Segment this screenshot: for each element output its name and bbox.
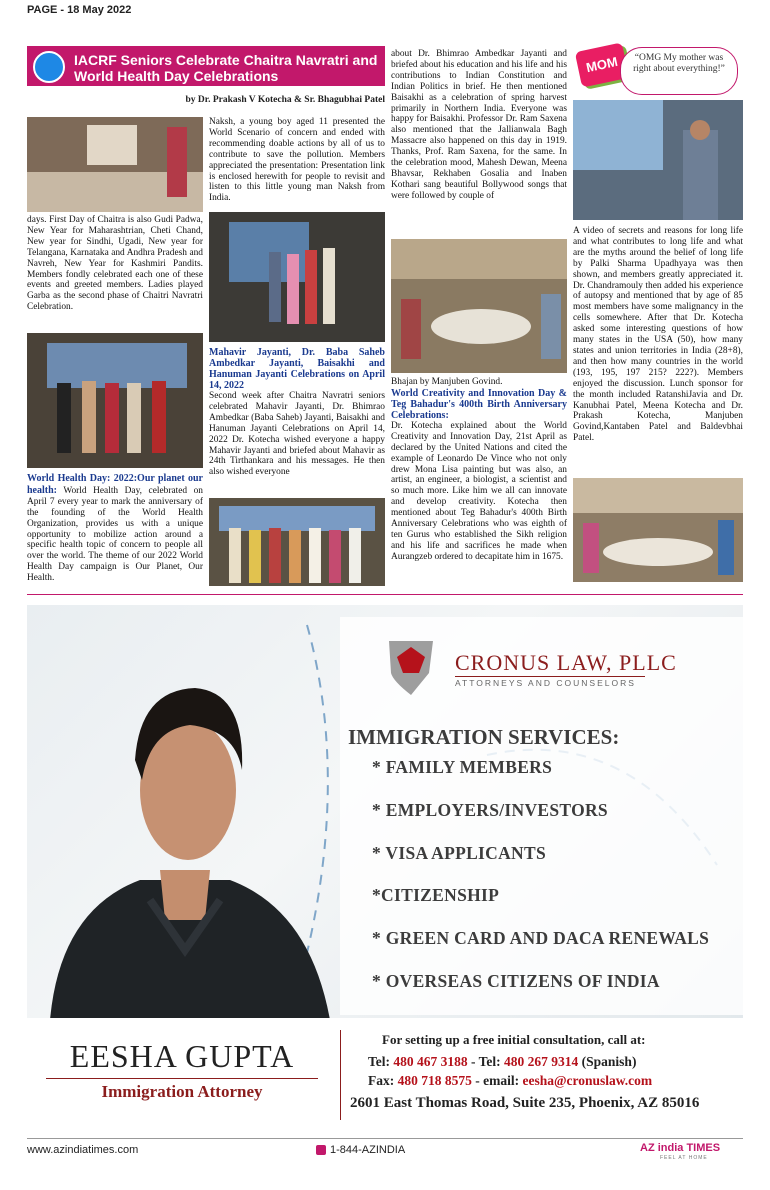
service-item: * GREEN CARD AND DACA RENEWALS xyxy=(372,928,710,948)
attorney-photo xyxy=(30,620,340,1020)
contact-separator xyxy=(340,1030,341,1120)
photo-group-women xyxy=(27,333,203,468)
world-health-day-heading: World Health Day: 2022:Our planet our health: xyxy=(27,473,203,496)
tel-label: Tel: xyxy=(368,1054,391,1069)
service-item: * EMPLOYERS/INVESTORS xyxy=(372,800,608,820)
attorney-title: Immigration Attorney xyxy=(101,1082,263,1101)
photo-stage-presentation xyxy=(209,212,385,342)
phone-number-1[interactable]: 480 467 3188 xyxy=(393,1054,468,1069)
phone-icon xyxy=(316,1145,326,1155)
phone-line xyxy=(368,1054,636,1070)
fax-number: 480 718 8575 xyxy=(397,1073,472,1088)
mahavir-jayanti-text: Second week after Chaitra Navratri seniors celebrated Mahavir Jayanti, Dr. Bhimrao Ambedkar (Baba Saheb) Jayanti, Baisakhi and Hanuman Jayanti Celebrations on April 14, 2022 Dr. Kotecha wished everyone a happy Mahavir Jayanti and briefed about Mahavir as 24th Tirthankara and his messages. He then also wished everyone xyxy=(209,391,385,478)
firm-name-rule xyxy=(455,676,645,677)
firm-name: CRONUS LAW, PLLC xyxy=(455,650,677,675)
column-1-text: days. First Day of Chaitra is also Gudi Padwa, New Year for Maharashtrian, Cheti Chand, New year for Sindhi, Ugadi, New year for Telangana, Karnataka and Andhra Pradesh and Navreh, New Year for Kashmiri Pandits. Members fondly celebrated each one of these events and greeted members. Ladies played Garba as the second phase of Chaitri Navratri Celebration. xyxy=(27,215,203,313)
creativity-day-heading: World Creativity and Innovation Day & Teg Bahadur's 400th Birth Anniversary Celebrations: xyxy=(391,387,567,421)
fax-email-line xyxy=(368,1073,652,1089)
email-label: - email: xyxy=(471,1073,523,1088)
tel-separator: - Tel: xyxy=(467,1054,505,1069)
fax-label: Fax: xyxy=(368,1073,398,1088)
section-divider xyxy=(27,594,743,595)
bhajan-text: Bhajan by Manjuben Govind. xyxy=(391,377,503,387)
photo-speaker xyxy=(573,100,743,220)
quote-bubble: “OMG My mother was right about everything!” xyxy=(620,47,738,95)
column-4-text: A video of secrets and reasons for long life and what contributes to long life and what are the myths around the belief of long life by Palki Sharma Upadhyaya was then shown, and members greatly appreciated it. Dr. Chandramouly then added his experience of autopsy and mentioned that by age of 85 most members have some malignancy in the cells somewhere. After that Dr. Kotecha asked some interesting questions of how many states in the USA (50), how many states and union territories in India (28+8), and then how many countries in the world (193, 195, 197 215? 222?). Members enjoyed the discussion. Lunch sponsor for the month included RatanshiJavia and Dr. Kanubhai Patel, Meena Kotecha and Dr. Prakash Kotecha, Manjuben Govind,Kantaben Patel and Baldevbhai Patel. xyxy=(573,226,743,444)
footer-tagline: FEEL AT HOME xyxy=(660,1155,708,1161)
service-item: *CITIZENSHIP xyxy=(372,885,500,905)
service-item: * OVERSEAS CITIZENS OF INDIA xyxy=(372,971,660,991)
footer-rule xyxy=(27,1138,743,1139)
cronus-law-logo-icon xyxy=(385,635,437,697)
service-item: * FAMILY MEMBERS xyxy=(372,757,553,777)
column-2-section xyxy=(209,347,385,478)
headline: IACRF Seniors Celebrate Chaitra Navratri and World Health Day Celebrations xyxy=(74,52,378,84)
page-label: PAGE - 18 May 2022 xyxy=(27,4,132,16)
footer-website-link[interactable]: www.azindiatimes.com xyxy=(27,1144,139,1156)
column-1-section xyxy=(27,473,203,584)
footer-logo: AZ india TIMES xyxy=(640,1142,721,1154)
firm-subtitle: ATTORNEYS AND COUNSELORS xyxy=(455,678,636,688)
phone-number-2[interactable]: 480 267 9314 xyxy=(504,1054,579,1069)
column-2-text: Naksh, a young boy aged 11 presented the World Scenario of concern and ended with recommending doable actions by all of us to contribute to save the pollution. Members appreciated the presentation: Presentation link is enclosed herewith for people to revisit and listen to this little young man Naksh from India. xyxy=(209,117,385,204)
photo-dining-hall xyxy=(573,478,743,582)
consultation-text: For setting up a free initial consultation, call at: xyxy=(382,1032,646,1047)
world-health-day-text: World Health Day, celebrated on April 7 every year to mark the anniversary of the founding of the World Health Organization, provides us with a unique opportunity to mobilize action around a specific health topic of concern to people all over the world. The theme of our 2022 World Health Day campaign is Our Planet, Our Health. xyxy=(27,485,203,584)
globe-logo-icon xyxy=(33,51,65,83)
mahavir-jayanti-heading: Mahavir Jayanti, Dr. Baba Saheb Ambedkar Jayanti, Baisakhi and Hanuman Jayanti Celebrations on April 14, 2022 xyxy=(209,347,385,391)
mom-badge: MOM xyxy=(575,42,629,87)
photo-seniors-group xyxy=(209,498,385,586)
attorney-name-rule xyxy=(46,1078,318,1079)
photo-altar xyxy=(27,117,203,212)
spanish-note: (Spanish) xyxy=(578,1054,637,1069)
office-address: 2601 East Thomas Road, Suite 235, Phoenix, AZ 85016 xyxy=(350,1095,700,1111)
footer-phone: 1-844-AZINDIA xyxy=(330,1144,406,1156)
column-3-text: about Dr. Bhimrao Ambedkar Jayanti and briefed about his education and his life and his contributions to Indian Constitution and Indian Politics in brief. He then mentioned Baisakhi as a celebration of spring harvest primarily in Northern India. Everyone was happy for Baisakhi. Professor Dr. Ram Saxena also mentioned that the Jallianwala Bagh Massacre also happened on this day in 1919. Thanks, Prof. Ram Saxena, for the same. In the celebration mood, Mahesh Dewan, Meena Bhavsar, Rekhaben Gosalia and Inaben Kothari sang beautiful Bollywood songs that were followed by couple of xyxy=(391,49,567,201)
byline: by Dr. Prakash V Kotecha & Sr. Bhagubhai Patel xyxy=(185,95,385,105)
column-3-section xyxy=(391,377,567,563)
photo-lunch-table xyxy=(391,239,567,373)
attorney-name: EESHA GUPTA xyxy=(69,1038,295,1074)
creativity-day-text: Dr. Kotecha explained about the World Creativity and Innovation Day, 21st April as declared by the United Nations and cited the example of Leonardo De Vince who not only drew Mona Lisa painting but was also, an artist, an engineer, a biologist, a scientist and so much more. Like him we all can innovate and develop creativity. Kotecha then mentioned about Teg Bahadur's 400th Birth Anniversary Celebrations who was eighth of ten Gurus who established the Sikh religion and his life and sacrifices he made when Aurangzeb ordered to decapitate him in 1675. xyxy=(391,420,567,562)
services-title: IMMIGRATION SERVICES: xyxy=(348,725,620,749)
service-item: * VISA APPLICANTS xyxy=(372,843,546,863)
email-link[interactable]: eesha@cronuslaw.com xyxy=(522,1073,653,1088)
